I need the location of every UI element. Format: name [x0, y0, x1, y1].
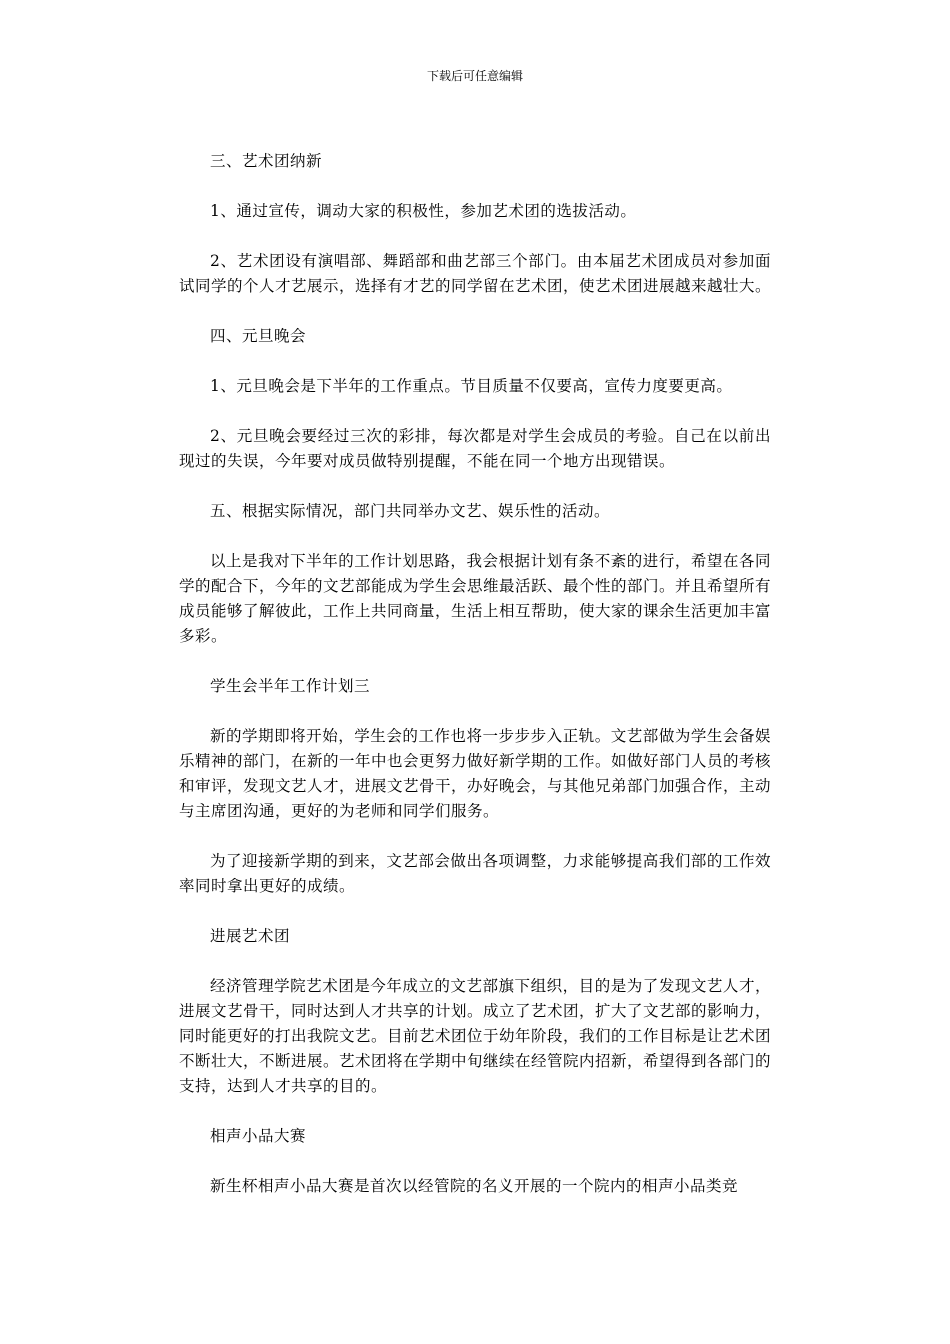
- page-header: 下载后可任意编辑: [426, 69, 523, 83]
- paragraph: 1、元旦晚会是下半年的工作重点。节目质量不仅要高，宣传力度要更高。: [210, 377, 733, 395]
- paragraph: 以上是我对下半年的工作计划思路，我会根据计划有条不紊的进行，希望在各同学的配合下，今年的文艺部能成为学生会思维最活跃、最个性的部门。并且希望所有成员能够了解彼此，工作上共同商量，生活上相互帮助，使大家的课余生活更加丰富多彩。: [179, 552, 772, 645]
- section-heading-crosstalk-contest: 相声小品大赛: [210, 1127, 307, 1145]
- section-heading-develop-art-troupe: 进展艺术团: [210, 927, 291, 945]
- paragraph: 1、通过宣传，调动大家的积极性，参加艺术团的选拔活动。: [210, 202, 637, 220]
- section-heading-new-year-gala: 四、元旦晚会: [210, 327, 307, 345]
- section-heading-joint-activities: 五、根据实际情况，部门共同举办文艺、娱乐性的活动。: [210, 502, 611, 520]
- paragraph: 经济管理学院艺术团是今年成立的文艺部旗下组织，目的是为了发现文艺人才，进展文艺骨干，同时达到人才共享的计划。成立了艺术团，扩大了文艺部的影响力，同时能更好的打出我院文艺。目前艺术团位于幼年阶段，我们的工作目标是让艺术团不断壮大，不断进展。艺术团将在学期中旬继续在经管院内招新，希望得到各部门的支持，达到人才共享的目的。: [179, 977, 772, 1095]
- paragraph: 新的学期即将开始，学生会的工作也将一步步步入正轨。文艺部做为学生会备娱乐精神的部门，在新的一年中也会更努力做好新学期的工作。如做好部门人员的考核和审评，发现文艺人才，进展文艺骨干，办好晚会，与其他兄弟部门加强合作，主动与主席团沟通，更好的为老师和同学们服务。: [179, 727, 772, 820]
- paragraph: 新生杯相声小品大赛是首次以经管院的名义开展的一个院内的相声小品类竞: [210, 1177, 739, 1195]
- document-body: [179, 149, 771, 1224]
- paragraph: 2、元旦晚会要经过三次的彩排，每次都是对学生会成员的考验。自己在以前出现过的失误，今年要对成员做特别提醒，不能在同一个地方出现错误。: [179, 427, 771, 470]
- section-heading-plan-three: 学生会半年工作计划三: [210, 677, 371, 695]
- paragraph: 为了迎接新学期的到来，文艺部会做出各项调整，力求能够提高我们部的工作效率同时拿出更好的成绩。: [179, 852, 771, 895]
- section-heading-art-troupe-recruitment: 三、艺术团纳新: [210, 152, 323, 170]
- paragraph: 2、艺术团设有演唱部、舞蹈部和曲艺部三个部门。由本届艺术团成员对参加面试同学的个人才艺展示，选择有才艺的同学留在艺术团，使艺术团进展越来越壮大。: [179, 252, 772, 295]
